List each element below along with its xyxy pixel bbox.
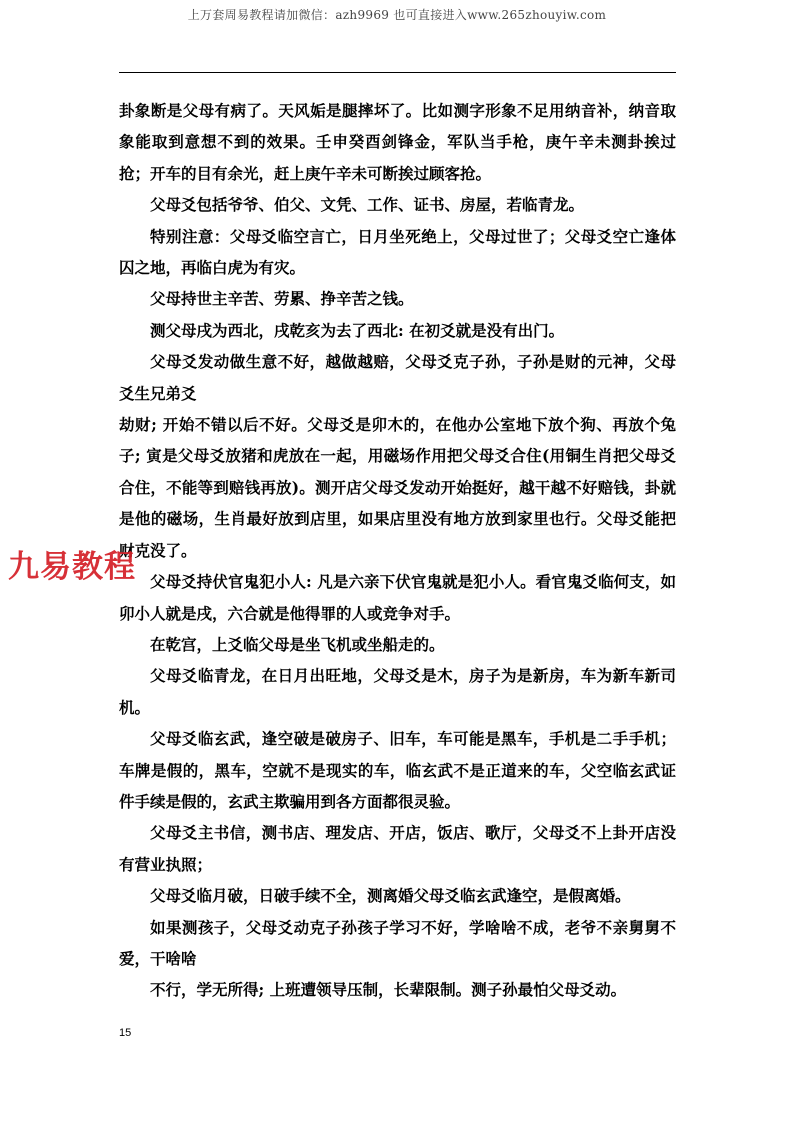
paragraph: 如果测孩子，父母爻动克子孙孩子学习不好，学啥啥不成，老爷不亲舅舅不爱，干啥啥 (119, 917, 676, 968)
header-rule (119, 72, 676, 73)
paragraph: 父母爻临月破，日破手续不全，测离婚父母爻临玄武逢空，是假离婚。 (150, 886, 631, 906)
paragraph: 父母持世主辛苦、劳累、挣辛苦之钱。 (150, 289, 414, 309)
paragraph: 父母爻临青龙，在日月出旺地，父母爻是木，房子为是新房，车为新车新司机。 (119, 666, 676, 717)
paragraph: 卦象断是父母有病了。天风姤是腿摔坏了。比如测字形象不足用纳音补，纳音取象能取到意想不到的效果。壬申癸酉剑锋金，军队当手枪，庚午辛未测卦挨过抢；开车的目有余光，赶上庚午辛未可断挨过顾客抢。 (119, 101, 676, 183)
header-note: 上万套周易教程请加微信：azh9969 也可直接进入www.265zhouyiw.com (187, 8, 607, 22)
watermark-logo: 九易教程 (8, 549, 136, 585)
paragraph: 父母爻持伏官鬼犯小人: 凡是六亲下伏官鬼就是犯小人。看官鬼爻临何支，如卯小人就是戌，六合就是他得罪的人或竞争对手。 (119, 572, 676, 623)
paragraph: 特别注意：父母爻临空言亡，日月坐死绝上，父母过世了；父母爻空亡逢体囚之地，再临白虎为有灾。 (119, 226, 676, 278)
document-body (119, 95, 676, 1006)
paragraph: 父母爻包括爷爷、伯父、文凭、工作、证书、房屋，若临青龙。 (150, 195, 585, 215)
paragraph: 父母爻主书信，测书店、理发店、开店，饭店、歌厅，父母爻不上卦开店没有营业执照； (119, 823, 676, 874)
paragraph: 在乾宫，上爻临父母是坐飞机或坐船走的。 (150, 634, 445, 654)
paragraph: 测父母戌为西北，戌乾亥为去了西北: 在初爻就是没有出门。 (150, 320, 565, 340)
page-number: 15 (119, 1027, 132, 1039)
paragraph: 父母爻发动做生意不好，越做越赔，父母爻克子孙，子孙是财的元神，父母爻生兄弟爻 (119, 352, 676, 403)
paragraph: 劫财; 开始不错以后不好。父母爻是卯木的，在他办公室地下放个狗、再放个兔子; 寅是父母爻放猪和虎放在一起，用磁场作用把父母爻合住(用铜生肖把父母爻合住，不能等到赔钱再放)。测开店父母爻发动开始挺好，越干越不好赔钱，卦就是他的磁场，生肖最好放到店里，如果店里没有地方放到家里也行。父母爻能把财克没了。 (119, 415, 676, 560)
paragraph: 父母爻临玄武，逢空破是破房子、旧车，车可能是黑车，手机是二手手机；车牌是假的，黑车，空就不是现实的车，临玄武不是正道来的车，父空临玄武证件手续是假的，玄武主欺骗用到各方面都很灵验。 (119, 729, 676, 811)
paragraph: 不行，学无所得; 上班遭领导压制，长辈限制。测子孙最怕父母爻动。 (150, 980, 627, 1000)
